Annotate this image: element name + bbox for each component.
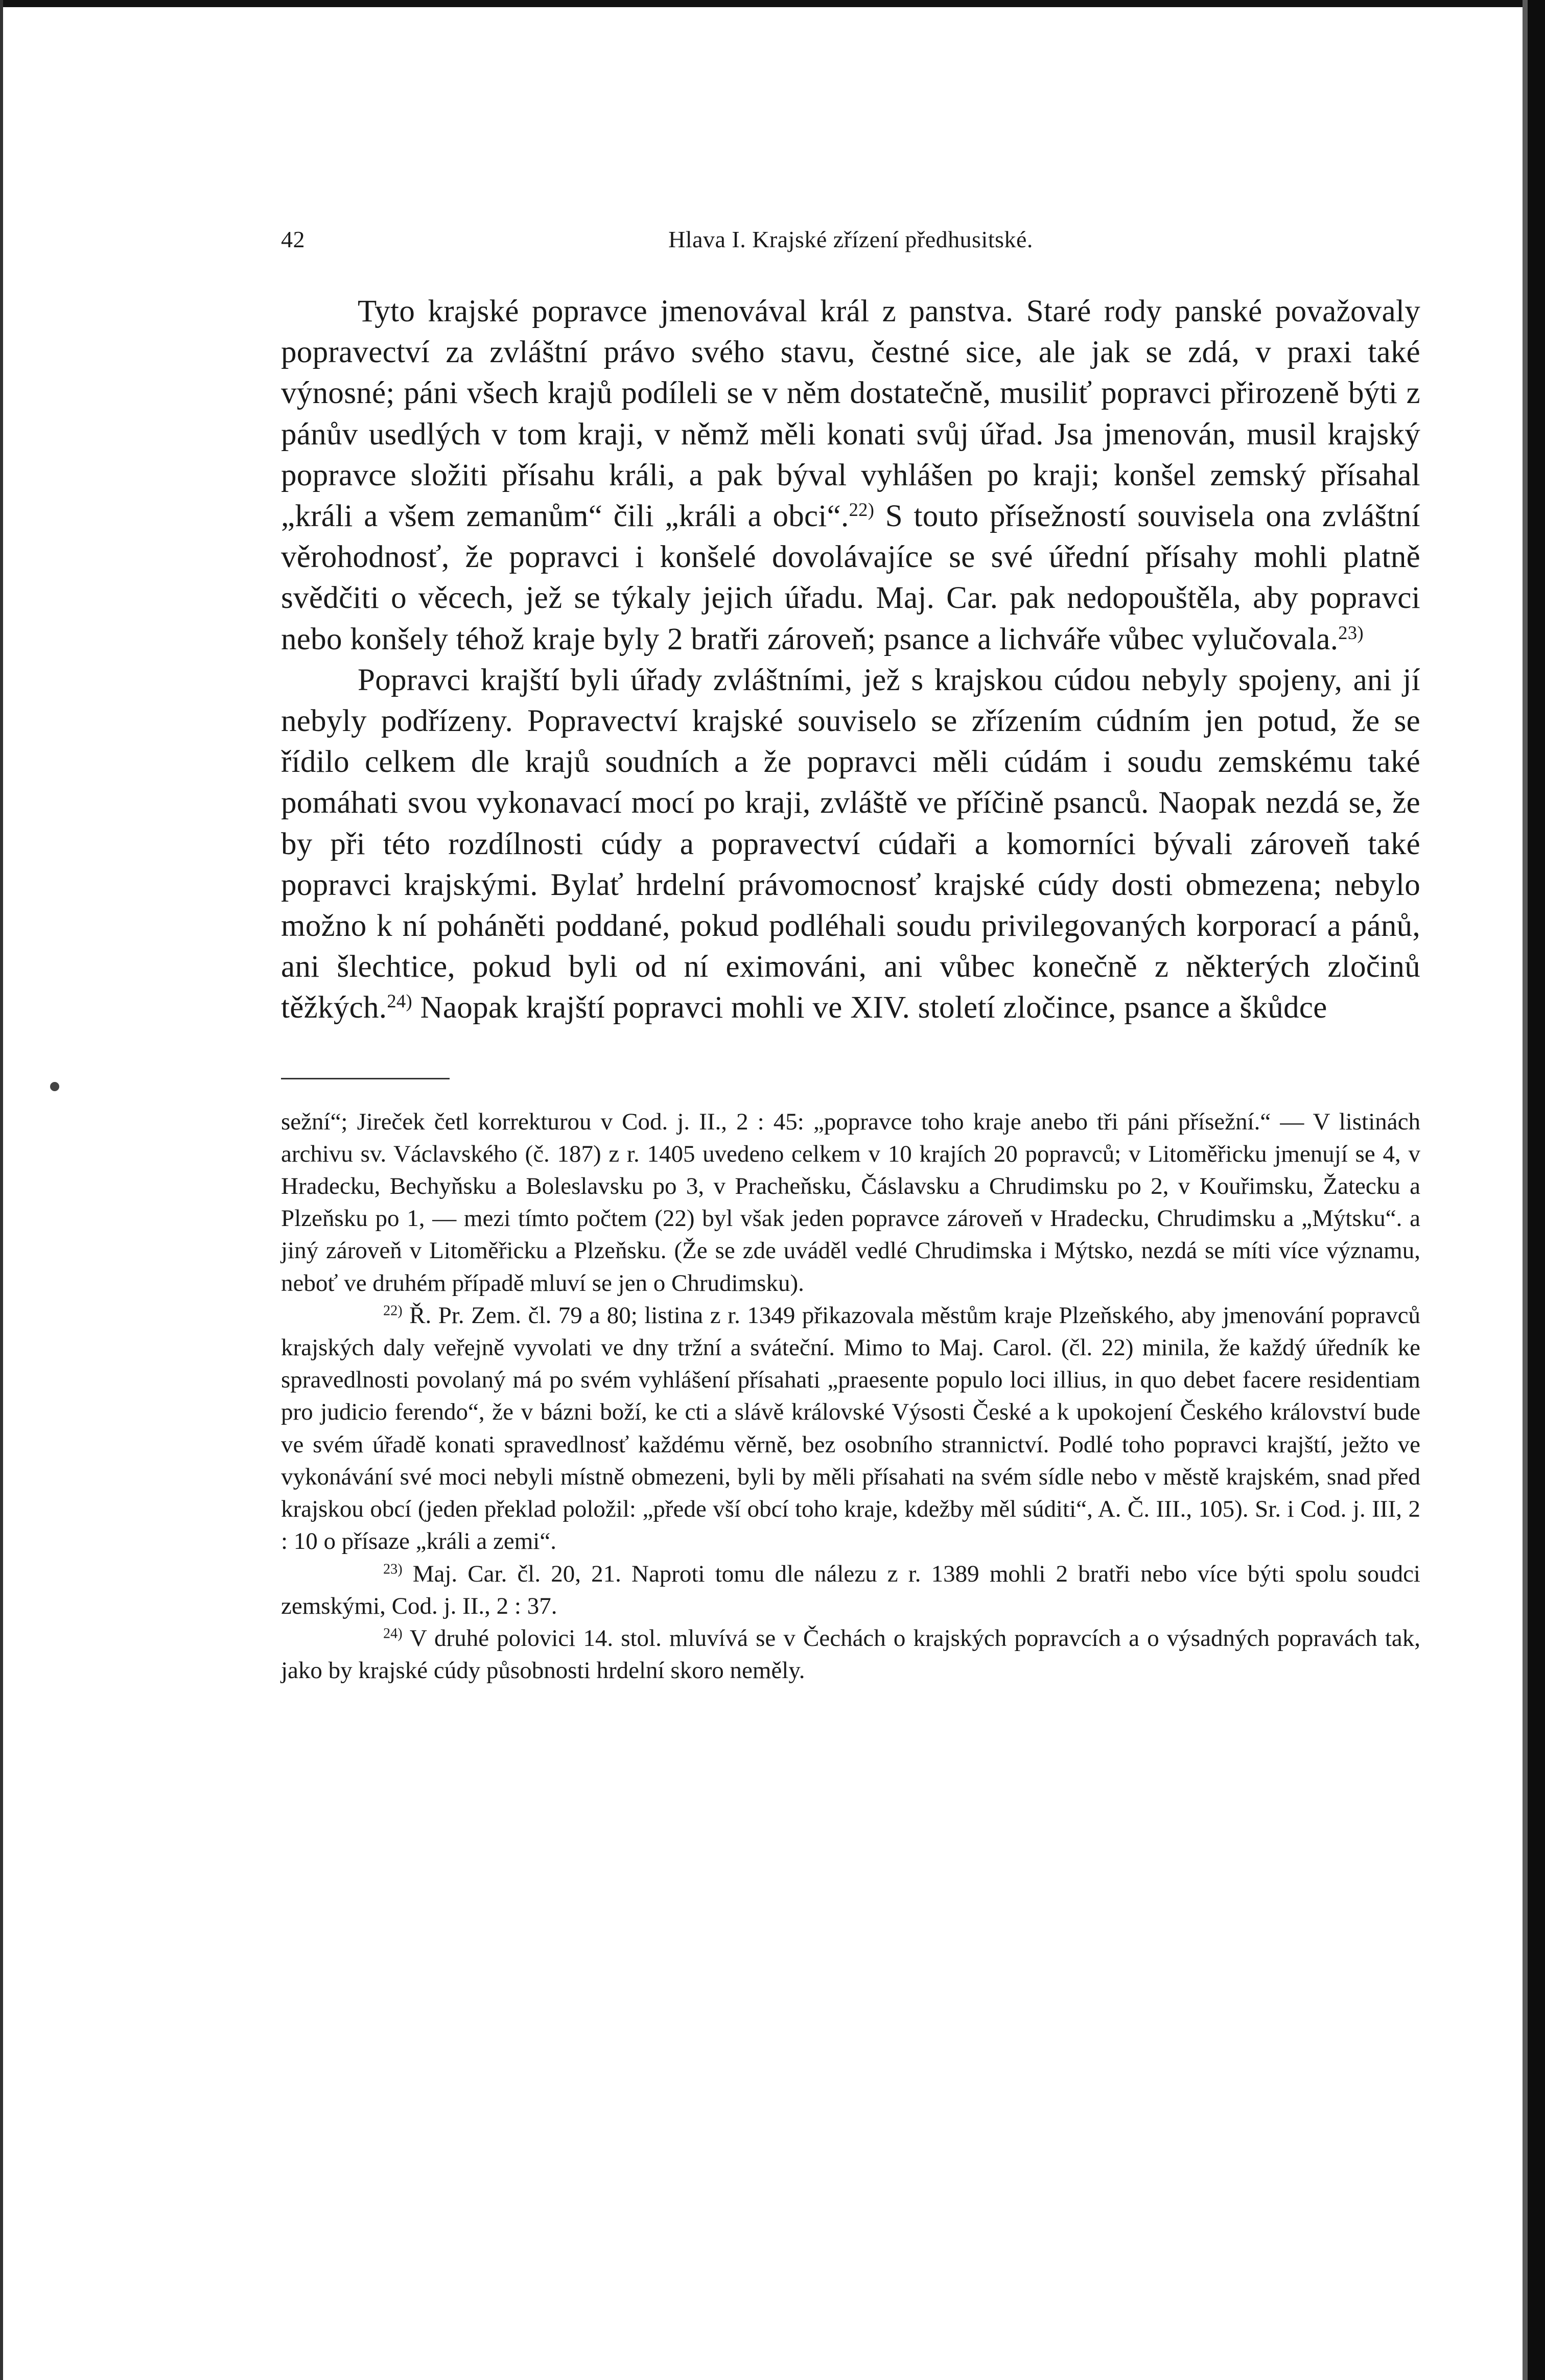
main-text	[281, 291, 1420, 1029]
footnote-ref-23: 23)	[1338, 622, 1364, 643]
footnote-23-text: Maj. Car. čl. 20, 21. Naproti tomu dle nálezu z r. 1389 mohli 2 bratři nebo více býti spolu soudci zemskými, Cod. j. II., 2 : 37.	[281, 1560, 1420, 1619]
footnote-22	[281, 1300, 1420, 1558]
footnote-continued: sežní“; Jireček četl korrekturou v Cod. j. II., 2 : 45: „popravce toho kraje anebo tři páni přísežní.“ — V listinách archivu sv. Václavského (č. 187) z r. 1405 uvedeno celkem v 10 krajích 20 popravců; v Litoměřicku jmenují se 4, v Hradecku, Bechyňsku a Boleslavsku po 3, v Pracheňsku, Čáslavsku a Chrudimsku po 2, v Kouřimsku, Žatecku a Plzeňsku po 1, — mezi tímto počtem (22) byl však jeden popravce zároveň v Hradecku, Chrudimsku a „Mýtsku“. a jiný zároveň v Litoměřicku a Plzeňsku. (Že se zde uváděl vedlé Chrudimska i Mýtsko, nezdá se míti více významu, neboť ve druhém případě mluví se jen o Chrudimsku).	[281, 1108, 1420, 1297]
paragraph-1-text: Tyto krajské popravce jmenovával král z panstva. Staré rody panské považovaly popravectví za zvláštní právo svého stavu, čestné sice, ale jak se zdá, v praxi také výnosné; páni všech krajů podíleli se v něm dostatečně, musiliť popravci přirozeně býti z pánův usedlých v tom kraji, v němž měli konati svůj úřad. Jsa jmenován, musil krajský popravce složiti přísahu králi, a pak býval vyhlášen po kraji; konšel zemský přísahal „králi a všem zemanům“ čili „králi a obci“.	[281, 294, 1420, 534]
page-number: 42	[281, 226, 305, 252]
scan-edge-right	[1528, 0, 1545, 2380]
footnote-23-mark: 23)	[383, 1561, 403, 1577]
paragraph-2-text: Popravci krajští byli úřady zvláštními, jež s krajskou cúdou nebyly spojeny, ani jí nebyly podřízeny. Popravectví krajské souviselo se zřízením cúdním jen potud, že se řídilo celkem dle krajů soudních a že popravci měli cúdám i soudu zemskému také pomáhati svou vykonavací mocí po kraji, zvláště ve příčině psanců. Naopak nezdá se, že by při této rozdílnosti cúdy a popravectví cúdaři a komorníci bývali zároveň také popravci krajskými. Bylať hrdelní právomocnosť krajské cúdy dosti obmezena; nebylo možno k ní poháněti poddané, pokud podléhali soudu privilegovaných korporací a pánů, ani šlechtice, pokud byli od ní eximováni, ani vůbec konečně z některých zločinů těžkých.	[281, 663, 1420, 1025]
paragraph-2	[281, 660, 1420, 1029]
footnote-divider	[281, 1078, 450, 1079]
footnote-23	[281, 1558, 1420, 1622]
chapter-title: Hlava I. Krajské zřízení předhusitské.	[668, 226, 1033, 252]
paragraph-2-text-cont: Naopak krajští popravci mohli ve XIV. století zločince, psance a škůdce	[412, 991, 1327, 1025]
paragraph-1-text-cont: S touto přísežností souvisela ona zvláštní věrohodnosť, že popravci i konšelé dovolávajíce se své úřední přísahy mohli platně svědčiti o věcech, jež se týkaly jejich úřadu. Maj. Car. pak nedopouštěla, aby popravci nebo konšely téhož kraje byly 2 bratři zároveň; psance a lichváře vůbec vylučovala.	[281, 499, 1420, 656]
scan-edge-right-shadow	[1523, 0, 1528, 2380]
footnote-22-mark: 22)	[383, 1303, 403, 1319]
footnote-ref-24: 24)	[387, 991, 412, 1012]
scan-edge-top	[0, 0, 1545, 7]
footnotes	[281, 1106, 1420, 1687]
book-page	[281, 215, 1420, 1687]
margin-mark	[50, 1082, 59, 1091]
footnote-24	[281, 1622, 1420, 1687]
paragraph-1	[281, 291, 1420, 660]
scan-edge-left	[0, 0, 3, 2380]
footnote-24-mark: 24)	[383, 1625, 403, 1642]
running-head	[281, 215, 1420, 261]
footnote-ref-22: 22)	[849, 499, 875, 520]
footnote-22-text: Ř. Pr. Zem. čl. 79 a 80; listina z r. 1349 přikazovala městům kraje Plzeňského, aby jmenování popravců krajských daly veřejně vyvolati ve dny tržní a sváteční. Mimo to Maj. Carol. (čl. 22) minila, že každý úředník ke spravedlnosti povolaný má po svém vyhlášení přísahati „praesente populo loci illius, in quo debet facere residentiam pro judicio ferendo“, že v bázni boží, ke cti a slávě královské Výsosti České a k upokojení Českého království bude ve svém úřadě konati spravedlnosť každému věrně, bez osobního strannictví. Podlé toho popravci krajští, ježto ve vykonávání své moci nebyli místně obmezeni, byli by měli přísahati na svém sídle nebo v městě krajském, snad před krajskou obcí (jeden překlad položil: „přede vší obcí toho kraje, kdežby měl súditi“, A. Č. III., 105). Sr. i Cod. j. III, 2 : 10 o přísaze „králi a zemi“.	[281, 1302, 1420, 1555]
footnote-24-text: V druhé polovici 14. stol. mluvívá se v Čechách o krajských popravcích a o výsadných popravách tak, jako by krajské cúdy působnosti hrdelní skoro neměly.	[281, 1624, 1420, 1684]
